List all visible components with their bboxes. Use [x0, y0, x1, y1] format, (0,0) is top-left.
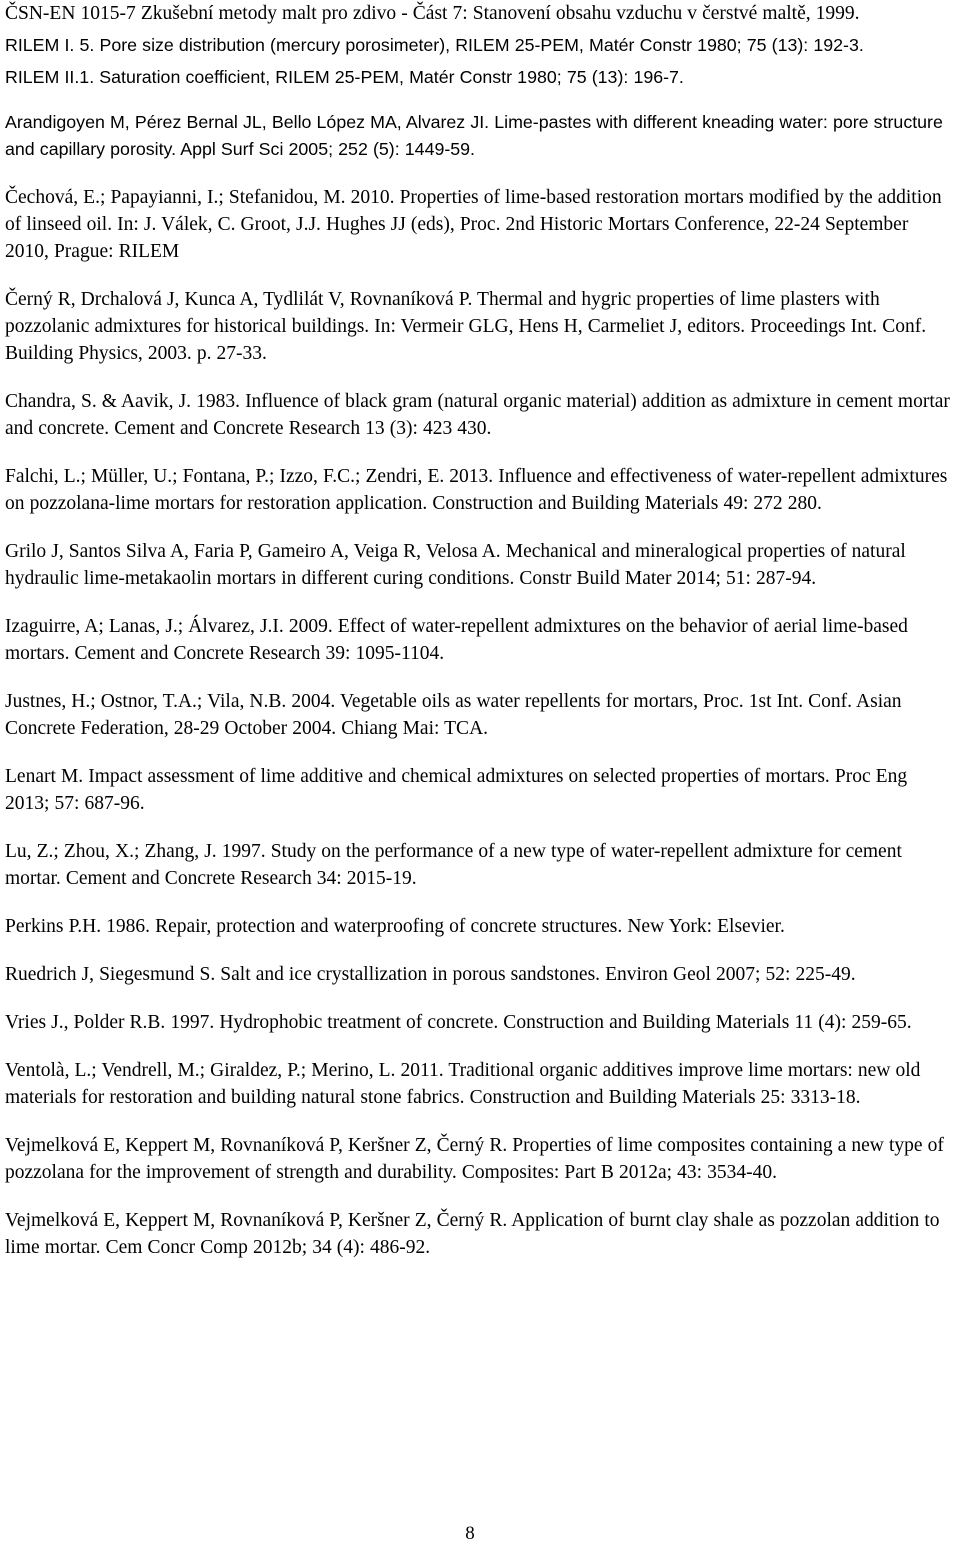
reference-entry: Vejmelková E, Keppert M, Rovnaníková P, Keršner Z, Černý R. Application of burnt clay shale as pozzolan addition to lime mortar. Cem Concr Comp 2012b; 34 (4): 486-92.: [5, 1210, 940, 1258]
reference-entry: Lenart M. Impact assessment of lime additive and chemical admixtures on selected properties of mortars. Proc Eng 2013; 57: 687-96.: [5, 766, 908, 814]
reference-entry: Lu, Z.; Zhou, X.; Zhang, J. 1997. Study on the performance of a new type of water-repellent admixture for cement mortar. Cement and Concrete Research 34: 2015-19.: [5, 841, 902, 889]
reference-entry: Ruedrich J, Siegesmund S. Salt and ice crystallization in porous sandstones. Environ Geol 2007; 52: 225-49.: [5, 964, 856, 985]
reference-entry: Černý R, Drchalová J, Kunca A, Tydlilát V, Rovnaníková P. Thermal and hygric properties of lime plasters with pozzolanic admixtures for historical buildings. In: Vermeir GLG, Hens H, Carmeliet J, editors. Proceedings Int. Conf. Building Physics, 2003. p. 27-33.: [5, 289, 927, 364]
reference-entry: Čechová, E.; Papayianni, I.; Stefanidou, M. 2010. Properties of lime-based restoration mortars modified by the addition of linseed oil. In: J. Válek, C. Groot, J.J. Hughes JJ (eds), Proc. 2nd Historic Mortars Conference, 22-24 September 2010, Prague: RILEM: [5, 187, 942, 262]
reference-list: [5, 0, 955, 1282]
reference-entry: Arandigoyen M, Pérez Bernal JL, Bello López MA, Alvarez JI. Lime-pastes with different kneading water: pore structure and capillary porosity. Appl Surf Sci 2005; 252 (5): 1449-59.: [5, 112, 943, 159]
reference-entry: ČSN-EN 1015-7 Zkušební metody malt pro zdivo - Část 7: Stanovení obsahu vzduchu v čerstvé maltě, 1999.: [5, 3, 860, 24]
reference-entry: Chandra, S. & Aavik, J. 1983. Influence of black gram (natural organic material) addition as admixture in cement mortar and concrete. Cement and Concrete Research 13 (3): 423 430.: [5, 391, 950, 439]
reference-entry: Vejmelková E, Keppert M, Rovnaníková P, Keršner Z, Černý R. Properties of lime composites containing a new type of pozzolana for the improvement of strength and durability. Composites: Part B 2012a; 43: 3534-40.: [5, 1135, 944, 1183]
reference-entry: RILEM I. 5. Pore size distribution (mercury porosimeter), RILEM 25-PEM, Matér Constr 1980; 75 (13): 192-3.: [5, 35, 864, 55]
reference-entry: RILEM II.1. Saturation coefficient, RILEM 25-PEM, Matér Constr 1980; 75 (13): 196-7.: [5, 67, 684, 87]
reference-entry: Izaguirre, A; Lanas, J.; Álvarez, J.I. 2009. Effect of water-repellent admixtures on the behavior of aerial lime-based mortars. Cement and Concrete Research 39: 1095-1104.: [5, 616, 908, 664]
reference-entry: Vries J., Polder R.B. 1997. Hydrophobic treatment of concrete. Construction and Building Materials 11 (4): 259-65.: [5, 1012, 912, 1033]
reference-entry: Grilo J, Santos Silva A, Faria P, Gameiro A, Veiga R, Velosa A. Mechanical and mineralogical properties of natural hydraulic lime-metakaolin mortars in different curing conditions. Constr Build Mater 2014; 51: 287-94.: [5, 541, 906, 589]
reference-entry: Falchi, L.; Müller, U.; Fontana, P.; Izzo, F.C.; Zendri, E. 2013. Influence and effectiveness of water-repellent admixtures on pozzolana-lime mortars for restoration application. Construction and Building Materials 49: 272 280.: [5, 466, 948, 514]
reference-entry: Perkins P.H. 1986. Repair, protection and waterproofing of concrete structures. New York: Elsevier.: [5, 916, 785, 937]
reference-entry: Ventolà, L.; Vendrell, M.; Giraldez, P.; Merino, L. 2011. Traditional organic additives improve lime mortars: new old materials for restoration and building natural stone fabrics. Construction and Building Materials 25: 3313-18.: [5, 1060, 921, 1108]
reference-entry: Justnes, H.; Ostnor, T.A.; Vila, N.B. 2004. Vegetable oils as water repellents for mortars, Proc. 1st Int. Conf. Asian Concrete Federation, 28-29 October 2004. Chiang Mai: TCA.: [5, 691, 902, 739]
page-number: 8: [465, 1523, 475, 1544]
